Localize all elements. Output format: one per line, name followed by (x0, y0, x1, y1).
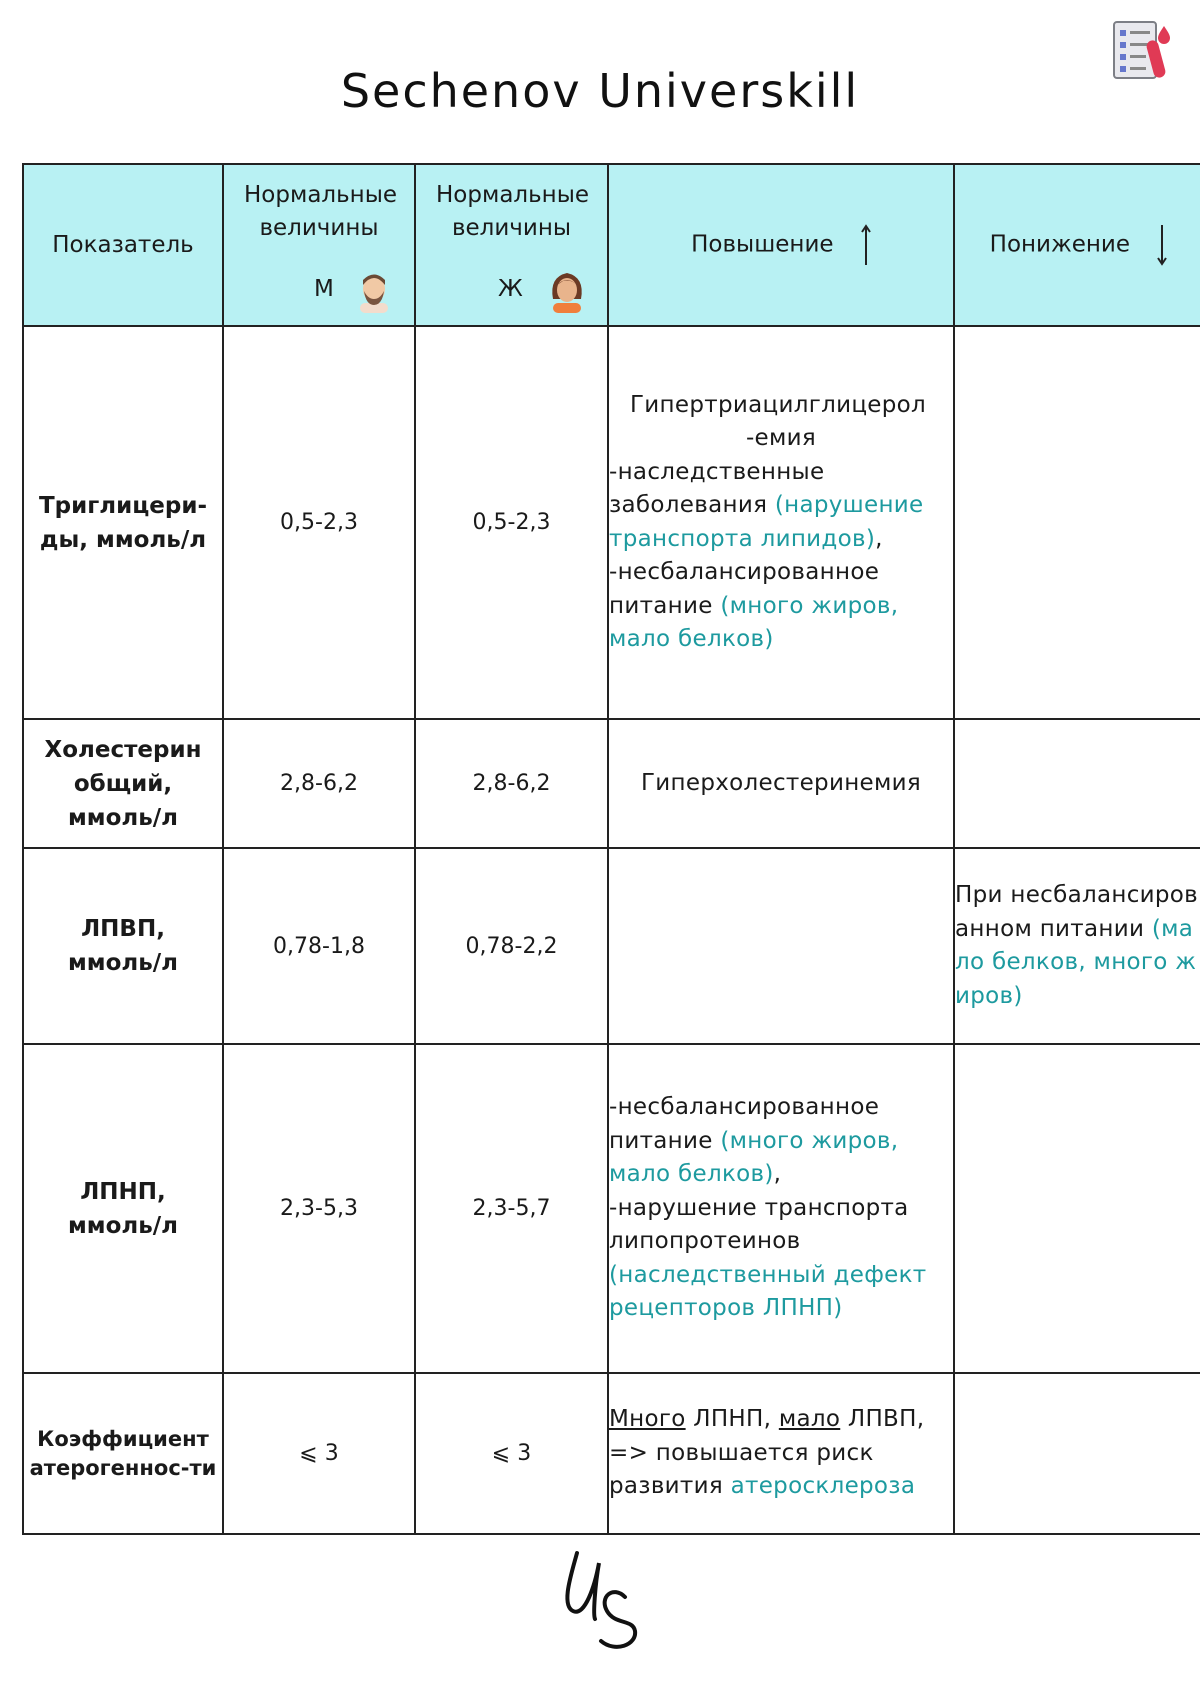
arrow-down-icon (1157, 224, 1167, 266)
arrow-up-icon (861, 224, 871, 266)
row-female-value: 2,8-6,2 (415, 719, 608, 848)
row-increase: Гипертриацилглицерол -емия -наследственные заболевания (нарушение транспорта липидов), -несбалансированное питание (много жиров, мало белков) (608, 326, 954, 719)
row-name: Коэффициент атерогеннос-ти (23, 1373, 223, 1534)
row-female-value: ⩽ 3 (415, 1373, 608, 1534)
header-norm-female: Нормальные величины Ж (415, 164, 608, 326)
woman-avatar-icon (547, 269, 587, 313)
row-decrease (954, 719, 1200, 848)
universkill-logo (555, 1545, 655, 1660)
row-decrease (954, 1373, 1200, 1534)
row-male-value: 0,78-1,8 (223, 848, 415, 1044)
row-male-value: ⩽ 3 (223, 1373, 415, 1534)
row-decrease (954, 1044, 1200, 1373)
table-row (23, 1044, 1200, 1373)
table-row (23, 719, 1200, 848)
lipid-profile-table (22, 163, 1200, 1535)
row-decrease: При несбалансированном питании (мало белков, много жиров) (954, 848, 1200, 1044)
row-male-value: 2,8-6,2 (223, 719, 415, 848)
row-increase (608, 848, 954, 1044)
header-increase: Повышение (608, 164, 954, 326)
table-row (23, 1373, 1200, 1534)
table-row (23, 848, 1200, 1044)
row-increase: Гиперхолестеринемия (608, 719, 954, 848)
female-label: Ж (498, 276, 523, 302)
row-male-value: 0,5-2,3 (223, 326, 415, 719)
row-female-value: 0,78-2,2 (415, 848, 608, 1044)
row-name: ЛПНП, ммоль/л (23, 1044, 223, 1373)
row-female-value: 0,5-2,3 (415, 326, 608, 719)
header-indicator: Показатель (23, 164, 223, 326)
table-header-row (23, 164, 1200, 326)
lab-report-icon (1110, 18, 1172, 84)
row-increase: Много ЛПНП, мало ЛПВП, => повышается риск развития атеросклероза (608, 1373, 954, 1534)
man-avatar-icon (354, 269, 394, 313)
page-title: Sechenov Universkill (340, 64, 860, 118)
header-norm-male: Нормальные величины М (223, 164, 415, 326)
row-male-value: 2,3-5,3 (223, 1044, 415, 1373)
male-label: М (314, 276, 334, 302)
row-female-value: 2,3-5,7 (415, 1044, 608, 1373)
row-name: Холестерин общий, ммоль/л (23, 719, 223, 848)
row-decrease (954, 326, 1200, 719)
row-name: Триглицери-ды, ммоль/л (23, 326, 223, 719)
table-row (23, 326, 1200, 719)
header-decrease: Понижение (954, 164, 1200, 326)
row-name: ЛПВП, ммоль/л (23, 848, 223, 1044)
row-increase: -несбалансированное питание (много жиров, мало белков), -нарушение транспорта липопротеинов (наследственный дефект рецепторов ЛПНП) (608, 1044, 954, 1373)
